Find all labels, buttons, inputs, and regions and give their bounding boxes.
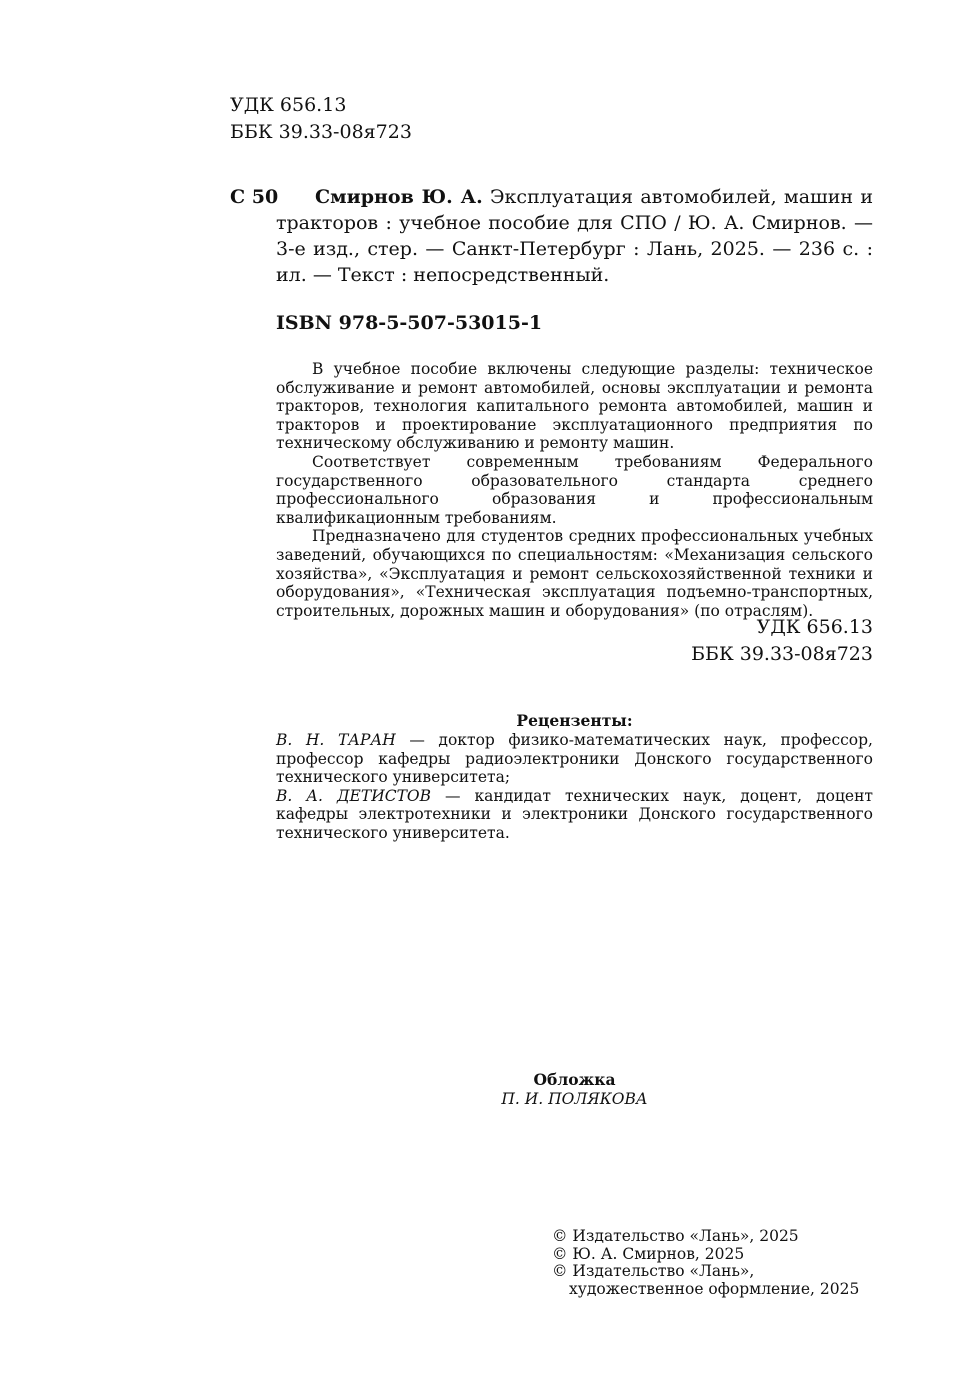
udk-code: УДК 656.13 [230,94,347,116]
reviewer-entry [276,731,873,787]
classification-top [230,92,412,146]
cover-label: Обложка [533,1070,616,1089]
annotation [276,360,873,620]
reviewer-entry [276,787,873,843]
reviewer-name: В. Н. ТАРАН [276,731,396,749]
copyright-line: © Издательство «Лань», [552,1262,755,1281]
classification-bottom [691,614,873,668]
copyright-block [552,1228,859,1298]
reviewer-description: — кандидат технических наук, доцент, доцент кафедры электротехники и электроники Донского государственного технического университета. [276,786,873,842]
citation-author: Смирнов Ю. А. [315,186,483,208]
reviewer-description: — доктор физико-математических наук, профессор, профессор кафедры радиоэлектроники Донского государственного технического университета; [276,731,873,787]
author-mark: С 50 [230,186,279,208]
annotation-paragraph: Предназначено для студентов средних профессиональных учебных заведений, обучающихся по специальностям: «Механизация сельского хозяйства», «Эксплуатация и ремонт сельскохозяйственной техники и оборудования», «Техническая эксплуатация подъемно-транспортных, строительных, дорожных машин и оборудования» (по отраслям). [276,527,873,620]
cover-credit [276,1071,873,1108]
cover-designer: П. И. ПОЛЯКОВА [501,1089,648,1108]
reviewers-title: Рецензенты: [516,711,633,730]
copyright-line: © Ю. А. Смирнов, 2025 [552,1244,745,1263]
udk-code: УДК 656.13 [756,616,873,638]
reviewers-list [276,731,873,843]
citation-description: Эксплуатация автомобилей, машин и тракторов : учебное пособие для СПО / Ю. А. Смирнов. — 3-е изд., стер. — Санкт-Петербург : Лань, 2025. — 236 с. : ил. — Текст : непосредственный. [276,186,873,286]
annotation-paragraph: Соответствует современным требованиям Федерального государственного образовательного стандарта среднего профессионального образования и профессиональным квалификационным требованиям. [276,452,873,527]
copyright-line: художественное оформление, 2025 [569,1279,860,1298]
annotation-paragraph: В учебное пособие включены следующие разделы: техническое обслуживание и ремонт автомобилей, основы эксплуатации и ремонта тракторов, технология капитального ремонта автомобилей, машин и тракторов и проектирование эксплуатационного предприятия по техническому обслуживанию и ремонту машин. [276,360,873,453]
bibliographic-citation [276,184,873,288]
bbk-code: ББК 39.33-08я723 [230,121,412,143]
copyright-line: © Издательство «Лань», 2025 [552,1227,799,1245]
bbk-code: ББК 39.33-08я723 [691,643,873,665]
isbn: ISBN 978-5-507-53015-1 [276,312,543,334]
reviewer-name: В. А. ДЕТИСТОВ [276,786,432,805]
